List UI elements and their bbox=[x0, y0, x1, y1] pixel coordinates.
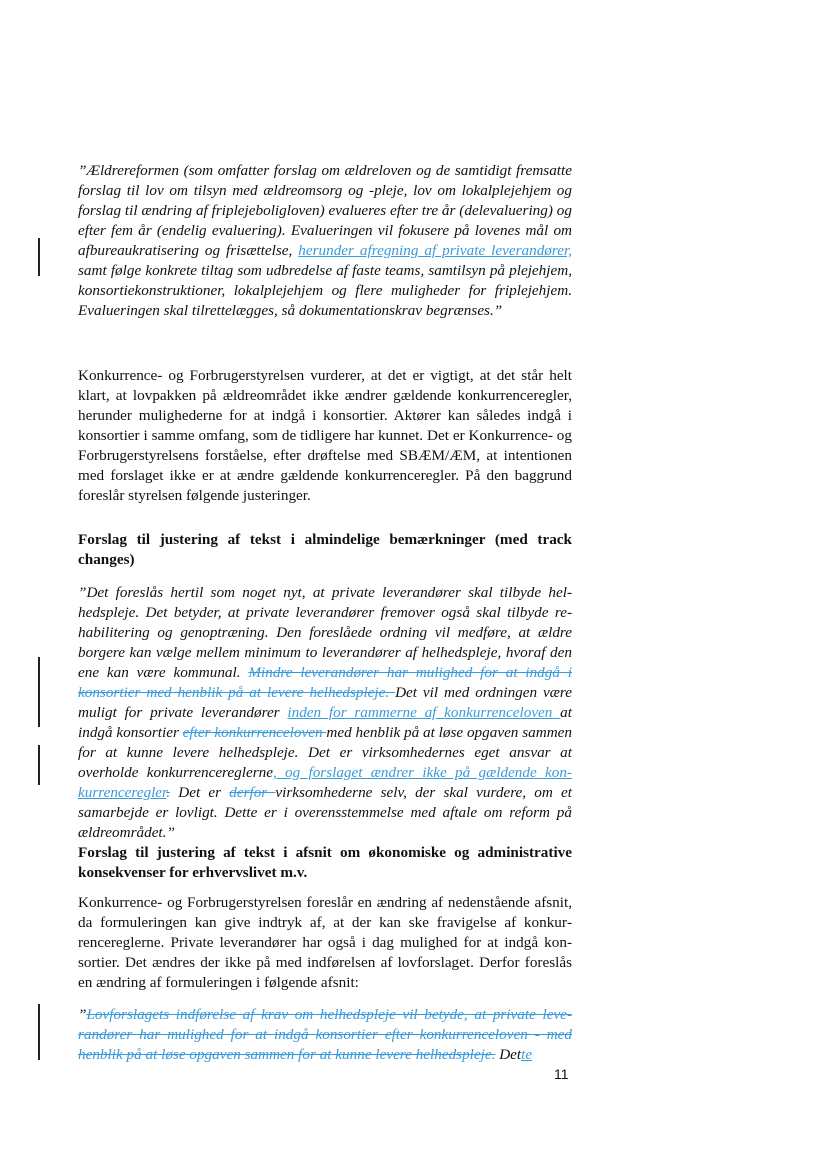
inserted-text: te bbox=[521, 1046, 533, 1063]
page-number: 11 bbox=[554, 1066, 569, 1082]
quote-general-remarks bbox=[78, 583, 572, 843]
inserted-text: , og forslaget ændrer ikke på gældende konkurrenceregler bbox=[78, 764, 572, 801]
quote-text: virksomhederne selv, der skal vurdere, om et samarbejde er lovligt. Dette er i overensstemmelse med aftale om reform på ældreområdet.” bbox=[78, 784, 572, 841]
section-heading-general-remarks: Forslag til justering af tekst i almindelige bemærkninger (med track changes) bbox=[78, 531, 572, 568]
quote-text: ”Det foreslås hertil som noget nyt, at private leverandører skal tilbyde helhedspleje. Det betyder, at private leverandører fremover også skal tilbyde rehabilitering og genoptræning. Den foreslåede ordning vil medføre, at ældre borgere kan vælge mellem minimum to leverandører af helhedspleje, hvoraf den ene kan være kommunal. bbox=[78, 584, 572, 681]
paragraph-assessment: Konkurrence- og Forbrugerstyrelsen vurderer, at det er vigtigt, at det står helt klart, at lovpakken på ældreområdet ikke ændrer gældende konkurrenceregler, herunder mulighederne for at indgå i konsortier. Aktører kan således indgå i konsortier i samme omfang, som de tidligere har kunnet. Det er Konkurrence- og Forbrugerstyrelsens forståelse, efter drøftelse med SBÆM/ÆM, at intentionen med forslaget ikke er at ændre gældende konkurrenceregler. På den baggrund foreslår styrelsen følgende justeringer. bbox=[78, 367, 572, 504]
deleted-text: Lovforslagets indførelse af krav om helhedspleje vil betyde, at private leverandører har mulighed for at indgå konsortier efter konkurrenceloven - med henblik på at løse opgaven sammen for at kunne levere helhedspleje. bbox=[78, 1006, 572, 1063]
quote-text: samt følge konkrete tiltag som udbredelse af faste teams, samtilsyn på plejehjem, konsortiekonstruktioner, lokalplejehjem og flere muligheder for friplejehjem. Evalueringen skal tilrettelægges, så dokumentationskrav begrænses.” bbox=[78, 262, 572, 319]
quote-text: med henblik på at løse opgaven sammen for at kunne levere helhedspleje. Det er virksomhedernes eget ansvar at overholde konkurrencereglerne bbox=[78, 724, 572, 781]
quote-text: at indgå konsortier bbox=[78, 704, 572, 741]
deleted-text: Mindre leverandører har mulighed for at indgå i konsortier med henblik på at levere helhedspleje. bbox=[78, 664, 573, 701]
deleted-text: derfor bbox=[229, 784, 276, 801]
quote-text: ”Ældrereformen (som omfatter forslag om ældreloven og de samtidigt fremsatte forslag til lov om tilsyn med ældreomsorg og -pleje, lov om lokalplejehjem og forslag til ændring af friplejeboligloven) evalueres efter tre år (delevaluering) og efter fem år (endelig evaluering). Evalueringen vil fokusere på lovenes mål om afbureaukratisering og frisættelse, bbox=[78, 162, 572, 259]
quote-economic-consequences bbox=[78, 1005, 572, 1065]
change-bar bbox=[38, 1004, 40, 1060]
deleted-text: . bbox=[166, 784, 171, 801]
inserted-text: herunder afregning af private leverandører, bbox=[298, 242, 573, 259]
quote-text: Det vil med ordningen være muligt for private leverandører bbox=[78, 684, 572, 721]
deleted-text: efter konkurrenceloven bbox=[182, 724, 327, 741]
section-heading-economic-consequences: Forslag til justering af tekst i afsnit om økonomiske og administrative konsekvenser for erhvervslivet m.v. bbox=[78, 844, 572, 881]
change-bar bbox=[38, 657, 40, 727]
paragraph-proposal: Konkurrence- og Forbrugerstyrelsen foreslår en ændring af nedenstående afsnit, da formuleringen kan give indtryk af, at der kan ske fravigelse af konkurrencereglerne. Private leverandører har også i dag mulighed for at indgå konsortier. Det ændres der ikke på med indførelsen af lovforslaget. Derfor foreslås en ændring af formuleringen i følgende afsnit: bbox=[78, 894, 572, 991]
change-bar bbox=[38, 745, 40, 785]
quote-text: Det bbox=[495, 1046, 522, 1063]
quote-evaluation bbox=[78, 161, 572, 321]
inserted-text: inden for rammerne af konkurrenceloven bbox=[287, 704, 561, 721]
change-bar bbox=[38, 238, 40, 276]
quote-text: ” bbox=[78, 1006, 87, 1023]
quote-text: Det er bbox=[170, 784, 230, 801]
